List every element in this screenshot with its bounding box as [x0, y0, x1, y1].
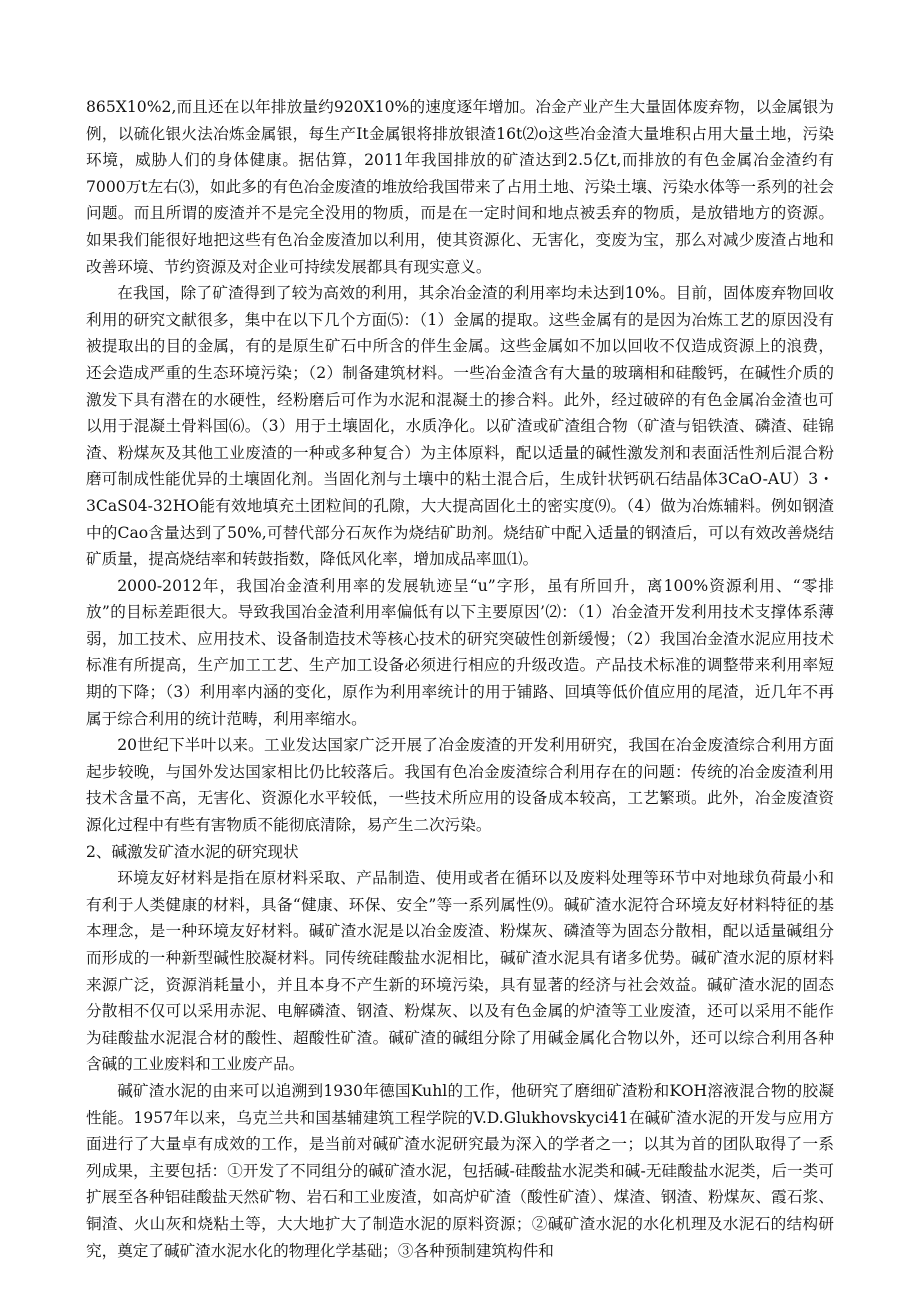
paragraph-2000-2012-trend: 2000-2012年，我国冶金渣利用率的发展轨迹呈“u”字形，虽有所回升，离100%资源利用、“零排放”的目标差距很大。导致我国冶金渣利用率偏低有以下主要原因’⑵：（1）冶金渣开发利用技术支撑体系薄弱，加工技术、应用技术、设备制造技术等核心技术的研究突破性创新缓慢；（2）我国冶金渣水泥应用技术标准有所提高，生产加工工艺、生产加工设备必须进行相应的升级改造。产品技术标准的调整带来利用率短期的下降；（3）利用率内涵的变化，原作为利用率统计的用于铺路、回填等低价值应用的尾渣，近几年不再属于综合利用的统计范畴，利用率缩水。 [86, 576, 834, 728]
section-heading: 2、碱激发矿渣水泥的研究现状 [86, 842, 299, 861]
paragraph-alkali-slag-cement-origin: 碱矿渣水泥的由来可以追溯到1930年德国Kuhl的工作，他研究了磨细矿渣粉和KOH溶液混合物的胶凝性能。1957年以来，乌克兰共和国基辅建筑工程学院的V.D.Glukhovskyci41在碱矿渣水泥的开发与应用方面进行了大量卓有成效的工作，是当前对碱矿渣水泥研究最为深入的学者之一；以其为首的团队取得了一系列成果，主要包括：①开发了不同组分的碱矿渣水泥，包括碱-硅酸盐水泥类和碱-无硅酸盐水泥类，后一类可扩展至各种铝硅酸盐天然矿物、岩石和工业废渣，如高炉矿渣（酸性矿渣）、煤渣、钢渣、粉煤灰、霞石浆、铜渣、火山灰和烧粘土等，大大地扩大了制造水泥的原料资源；②碱矿渣水泥的水化机理及水泥石的结构研究，奠定了碱矿渣水泥水化的物理化学基础；③各种预制建筑构件和 [86, 1081, 834, 1260]
paragraph-continued: 865X10%2,而且还在以年排放量约920X10%的速度逐年增加。冶金产业产生大量固体废弃物，以金属银为例，以硫化银火法冶炼金属银，每生产It金属银将排放银渣16t⑵o这些冶金渣大量堆积占用大量土地，污染环境，威胁人们的身体健康。据估算，2011年我国排放的矿渣达到2.5亿t,而排放的有色金属冶金渣约有7000万t左右⑶，如此多的有色冶金废渣的堆放给我国带来了占用土地、污染土壤、污染水体等一系列的社会问题。而且所谓的废渣并不是完全没用的物质，而是在一定时间和地点被丢弃的物质，是放错地方的资源。如果我们能很好地把这些有色冶金废渣加以利用，使其资源化、无害化，变废为宝，那么对减少废渣占地和改善环境、节约资源及对企业可持续发展都具有现实意义。 [86, 98, 834, 276]
paragraph-environment-friendly-materials: 环境友好材料是指在原材料采取、产品制造、使用或者在循环以及废料处理等环节中对地球负荷最小和有利于人类健康的材料，具备“健康、环保、安全”等一系列属性⑼。碱矿渣水泥符合环境友好材料特征的基本理念，是一种环境友好材料。碱矿渣水泥是以冶金废渣、粉煤灰、磷渣等为固态分散相，配以适量碱组分而形成的一种新型碱性胶凝材料。同传统硅酸盐水泥相比，碱矿渣水泥具有诸多优势。碱矿渣水泥的原材料来源广泛，资源消耗量小，并且本身不产生新的环境污染，具有显著的经济与社会效益。碱矿渣水泥的固态分散相不仅可以采用赤泥、电解磷渣、钢渣、粉煤灰、以及有色金属的炉渣等工业废渣，还可以采用不能作为硅酸盐水泥混合材的酸性、超酸性矿渣。碱矿渣的碱组分除了用碱金属化合物以外，还可以综合利用各种含碱的工业废料和工业废产品。 [86, 869, 834, 1074]
paragraph-20th-century-research: 20世纪下半叶以来。工业发达国家广泛开展了冶金废渣的开发利用研究，我国在冶金废渣综合利用方面起步较晚，与国外发达国家相比仍比较落后。我国有色冶金废渣综合利用存在的问题：传统的冶金废渣利用技术含量不高，无害化、资源化水平较低，一些技术所应用的设备成本较高，工艺繁琐。此外，冶金废渣资源化过程中有些有害物质不能彻底清除，易产生二次污染。 [86, 736, 834, 835]
paragraph-utilization-in-china: 在我国，除了矿渣得到了较为高效的利用，其余冶金渣的利用率均未达到10%。目前，固体废弃物回收利用的研究文献很多，集中在以下几个方面⑸：（1）金属的提取。这些金属有的是因为冶炼工艺的原因没有被提取出的目的金属，有的是原生矿石中所含的伴生金属。这些金属如不加以回收不仅造成资源上的浪费，还会造成严重的生态环境污染；（2）制备建筑材料。一些冶金渣含有大量的玻璃相和硅酸钙，在碱性介质的激发下具有潜在的水硬性，经粉磨后可作为水泥和混凝土的掺合料。此外，经过破碎的有色金属冶金渣也可以用于混凝土骨料国⑹。（3）用于土壤固化，水质净化。以矿渣或矿渣组合物（矿渣与铝铁渣、磷渣、硅锦渣、粉煤灰及其他工业废渣的一种或多种复合）为主体原料，配以适量的碱性激发剂和表面活性剂后混合粉磨可制成性能优异的土壤固化剂。当固化剂与土壤中的粘土混合后，生成针状钙矾石结晶体3CaO-AU）3・3CaS04-32HO能有效地填充土团粒间的孔隙，大大提高固化土的密实度⑼。（4）做为冶炼辅料。例如钢渣中的Cao含量达到了50%,可替代部分石灰作为烧结矿助剂。烧结矿中配入适量的钢渣后，可以有效改善烧结矿质量，提高烧结率和转鼓指数，降低风化率，增加成品率皿⑴。 [86, 284, 834, 569]
